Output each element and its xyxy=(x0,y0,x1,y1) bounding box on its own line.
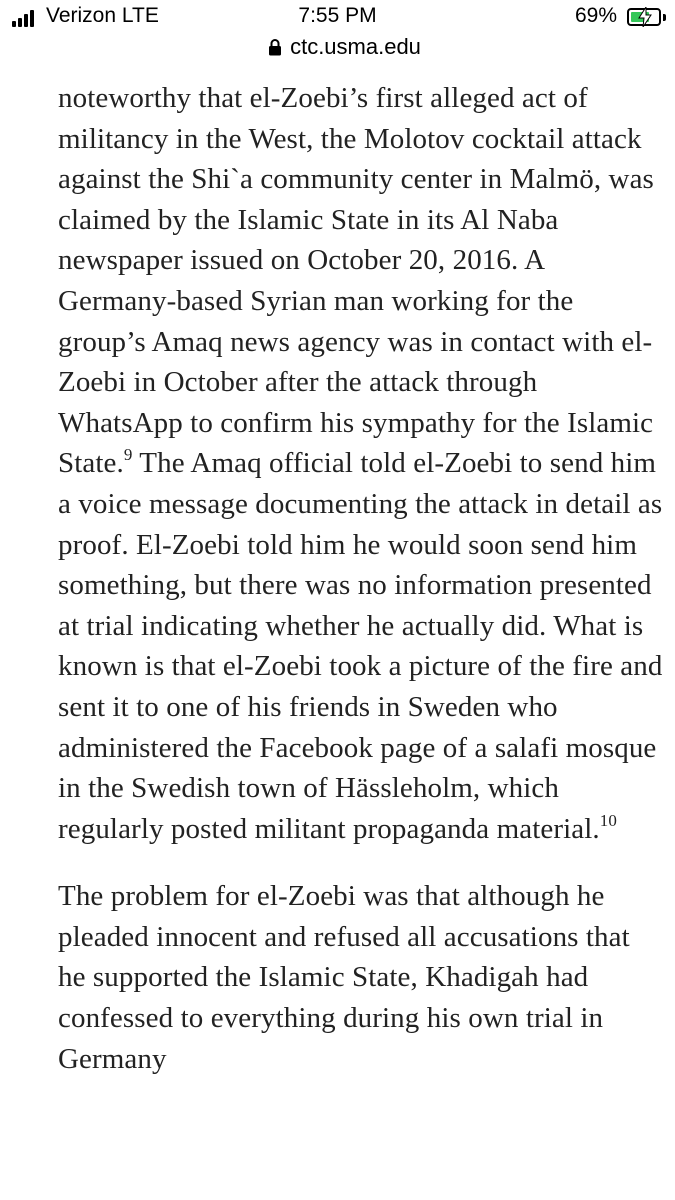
paragraph-text: The problem for el-Zoebi was that although he pleaded innocent and refused all accusations that he supported the Islamic State, Khadigah had confessed to everything during his own trial in Germany xyxy=(58,880,630,1075)
carrier-label: Verizon LTE xyxy=(46,4,159,27)
paragraph-text: noteworthy that el-Zoebi’s first alleged act of militancy in the West, the Molotov cocktail attack against the Shi`a community center in Malmö, was claimed by the Islamic State in its Al Naba newspaper issued on October 20, 2016. A Germany-based Syrian man working for the group’s Amaq news agency was in contact with el-Zoebi in October after the attack through WhatsApp to confirm his sympathy for the Islamic State. xyxy=(58,82,654,480)
paragraph-text: The Amaq official told el-Zoebi to send him a voice message documenting the attack in detail as proof. El-Zoebi told him he would soon send him something, but there was no information presented at trial indicating whether he actually did. What is known is that el-Zoebi took a picture of the fire and sent it to one of his friends in Sweden who administered the Facebook page of a salafi mosque in the Swedish town of Hässleholm, which regularly posted militant propaganda material. xyxy=(58,447,663,845)
status-bar xyxy=(0,0,675,34)
footnote-ref-9[interactable]: 9 xyxy=(123,445,133,465)
lock-icon xyxy=(268,38,282,56)
battery-cap xyxy=(663,14,666,21)
battery-percent: 69% xyxy=(574,4,617,27)
article-paragraph xyxy=(58,876,663,1079)
url-text[interactable]: ctc.usma.edu xyxy=(290,34,421,59)
clock: 7:55 PM xyxy=(298,4,377,27)
footnote-ref-10[interactable]: 10 xyxy=(599,810,617,830)
charging-bolt-icon xyxy=(638,7,652,27)
article-paragraph xyxy=(58,78,663,849)
article-body xyxy=(58,78,663,1106)
address-bar[interactable] xyxy=(0,34,675,72)
